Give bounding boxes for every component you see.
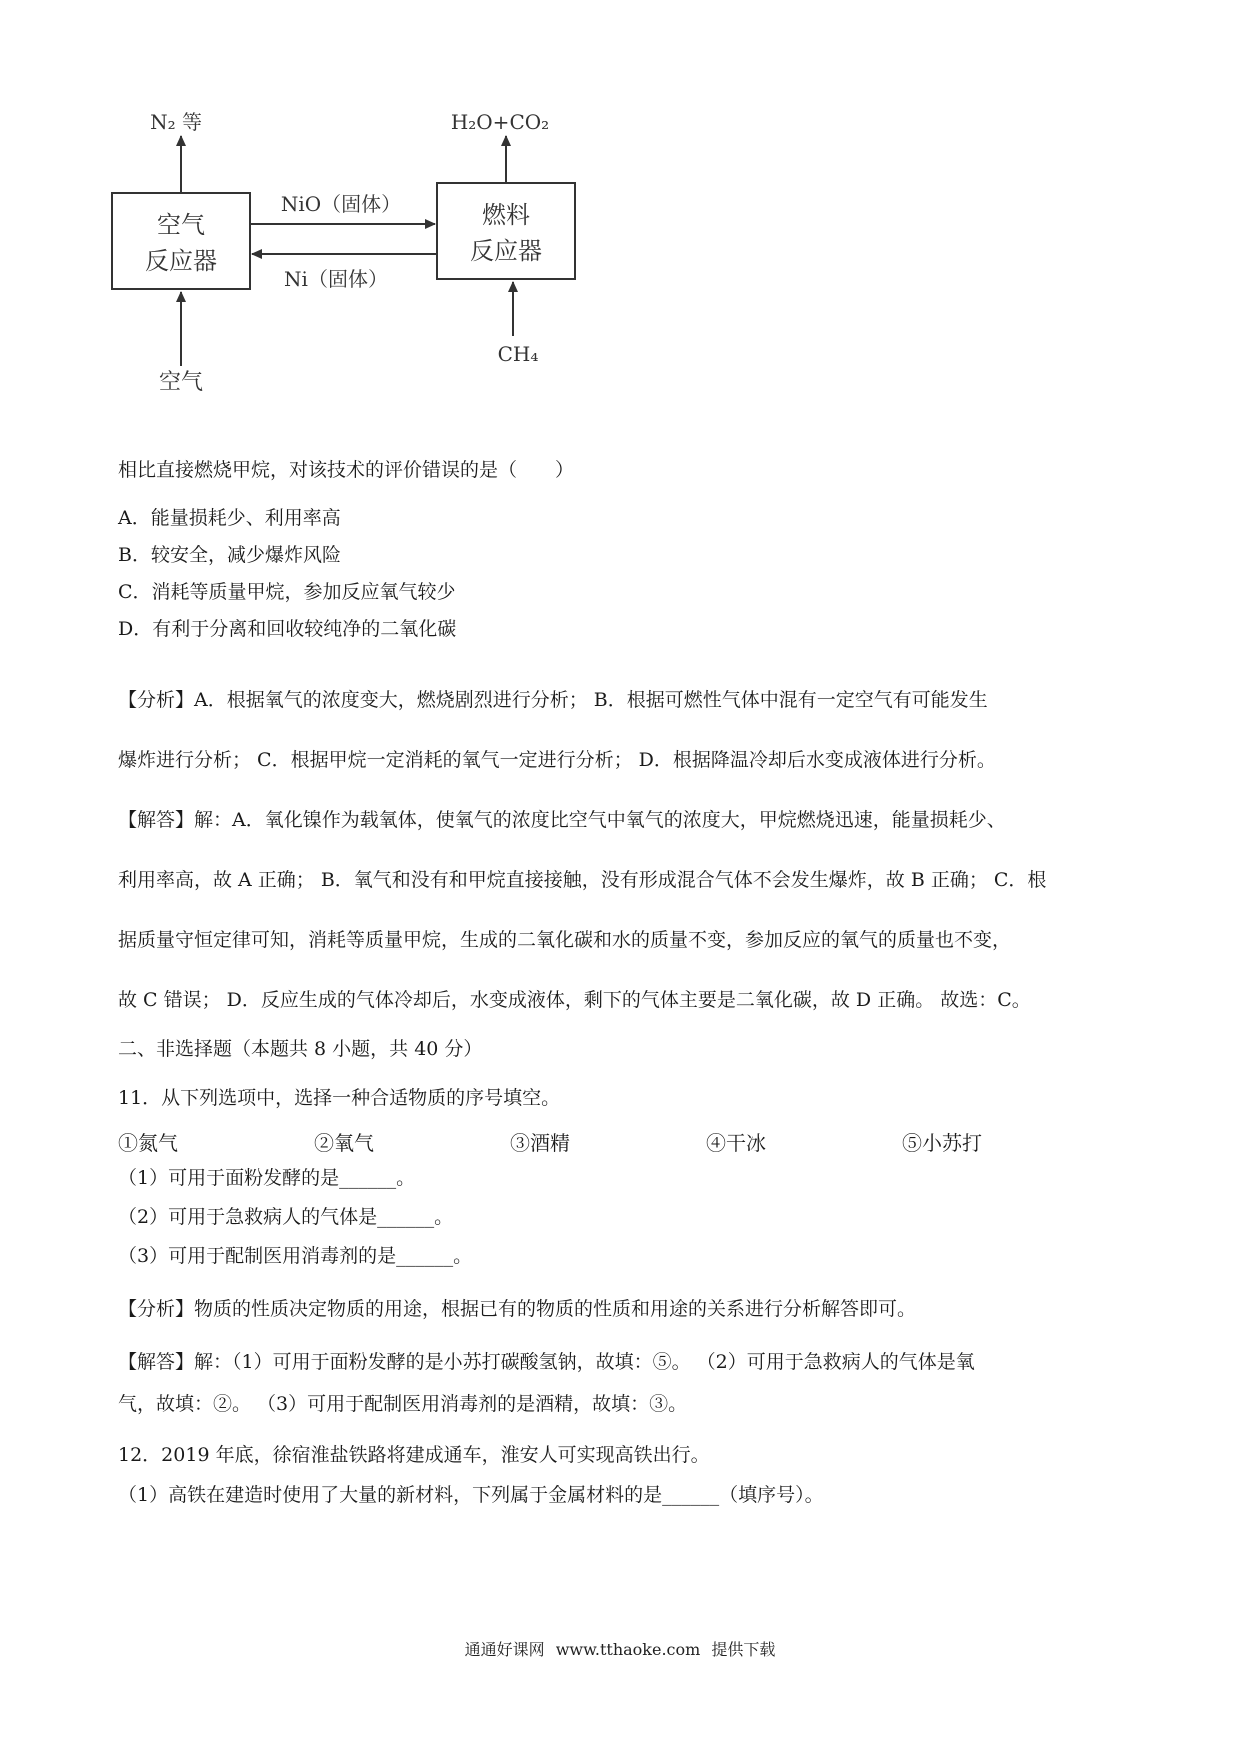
question11-analysis: 【分析】物质的性质决定物质的用途，根据已有的物质的性质和用途的关系进行分析解答即可。 — [118, 1298, 917, 1320]
nio-transfer-label: NiO（固体） — [280, 192, 402, 216]
question10-option-b: B．较安全，减少爆炸风险 — [118, 544, 341, 566]
question10-answer-line-1: 【解答】解：A．氧化镍作为载氧体，使氧气的浓度比空气中氧气的浓度大，甲烷燃烧迅速，能量损耗少、 — [118, 809, 1006, 831]
fuel-reactor-label-2: 反应器 — [470, 237, 542, 265]
question12-stem: 12．2019 年底，徐宿淮盐铁路将建成通车，淮安人可实现高铁出行。 — [118, 1444, 710, 1466]
footer-suffix: 提供下载 — [711, 1640, 776, 1659]
footer-url-link[interactable]: www.tthaoke.com — [555, 1640, 701, 1659]
question11-part-3: （3）可用于配制医用消毒剂的是______。 — [118, 1245, 473, 1267]
ni-transfer-label: Ni（固体） — [284, 267, 388, 291]
h2o-co2-output-label: H₂O+CO₂ — [450, 110, 550, 134]
air-input-label: 空气 — [158, 370, 204, 395]
question10-option-d: D．有利于分离和回收较纯净的二氧化碳 — [118, 618, 457, 640]
reaction-diagram — [108, 104, 668, 444]
question11-choice-1: ①氮气 — [118, 1131, 178, 1155]
air-reactor-label-2: 反应器 — [145, 247, 217, 275]
footer-site-name: 通通好课网 — [464, 1640, 545, 1659]
question11-answer-line-2: 气，故填：②。 （3）可用于配制医用消毒剂的是酒精，故填：③。 — [118, 1393, 688, 1415]
question11-choice-3: ③酒精 — [510, 1131, 570, 1155]
n2-output-label: N₂ 等 — [150, 110, 202, 134]
question10-analysis-line-2: 爆炸进行分析； C．根据甲烷一定消耗的氧气一定进行分析； D．根据降温冷却后水变成液体进行分析。 — [118, 749, 996, 771]
question12-part-1: （1）高铁在建造时使用了大量的新材料，下列属于金属材料的是______（填序号）。 — [118, 1484, 824, 1506]
question10-analysis-line-1: 【分析】A．根据氧气的浓度变大，燃烧剧烈进行分析； B．根据可燃性气体中混有一定空气有可能发生 — [118, 689, 988, 711]
question10-answer-line-2: 利用率高，故 A 正确； B．氧气和没有和甲烷直接接触，没有形成混合气体不会发生爆炸，故 B 正确； C．根 — [118, 869, 1047, 891]
question10-option-a: A．能量损耗少、利用率高 — [118, 507, 341, 529]
question11-choice-5: ⑤小苏打 — [902, 1131, 982, 1155]
question10-stem: 相比直接燃烧甲烷，对该技术的评价错误的是（ ） — [118, 459, 575, 481]
fuel-reactor-label-1: 燃料 — [482, 201, 530, 229]
question11-choice-4: ④干冰 — [706, 1131, 766, 1155]
section2-heading: 二、非选择题（本题共 8 小题，共 40 分） — [118, 1038, 483, 1060]
question10-answer-line-3: 据质量守恒定律可知，消耗等质量甲烷，生成的二氧化碳和水的质量不变，参加反应的氧气的质量也不变， — [118, 929, 1012, 951]
question11-choice-2: ②氧气 — [314, 1131, 374, 1155]
question10-answer-line-4: 故 C 错误； D．反应生成的气体冷却后，水变成液体，剩下的气体主要是二氧化碳，故 D 正确。 故选：C。 — [118, 989, 1031, 1011]
question11-stem: 11．从下列选项中，选择一种合适物质的序号填空。 — [118, 1087, 561, 1109]
question11-answer-line-1: 【解答】解：（1）可用于面粉发酵的是小苏打碳酸氢钠，故填：⑤。 （2）可用于急救病人的气体是氧 — [118, 1351, 975, 1373]
air-reactor-label-1: 空气 — [157, 211, 205, 239]
ch4-input-label: CH₄ — [497, 342, 539, 366]
question10-option-c: C．消耗等质量甲烷，参加反应氧气较少 — [118, 581, 456, 603]
page-footer — [0, 1637, 1240, 1660]
question11-part-2: （2）可用于急救病人的气体是______。 — [118, 1206, 454, 1228]
question11-part-1: （1）可用于面粉发酵的是______。 — [118, 1167, 416, 1189]
